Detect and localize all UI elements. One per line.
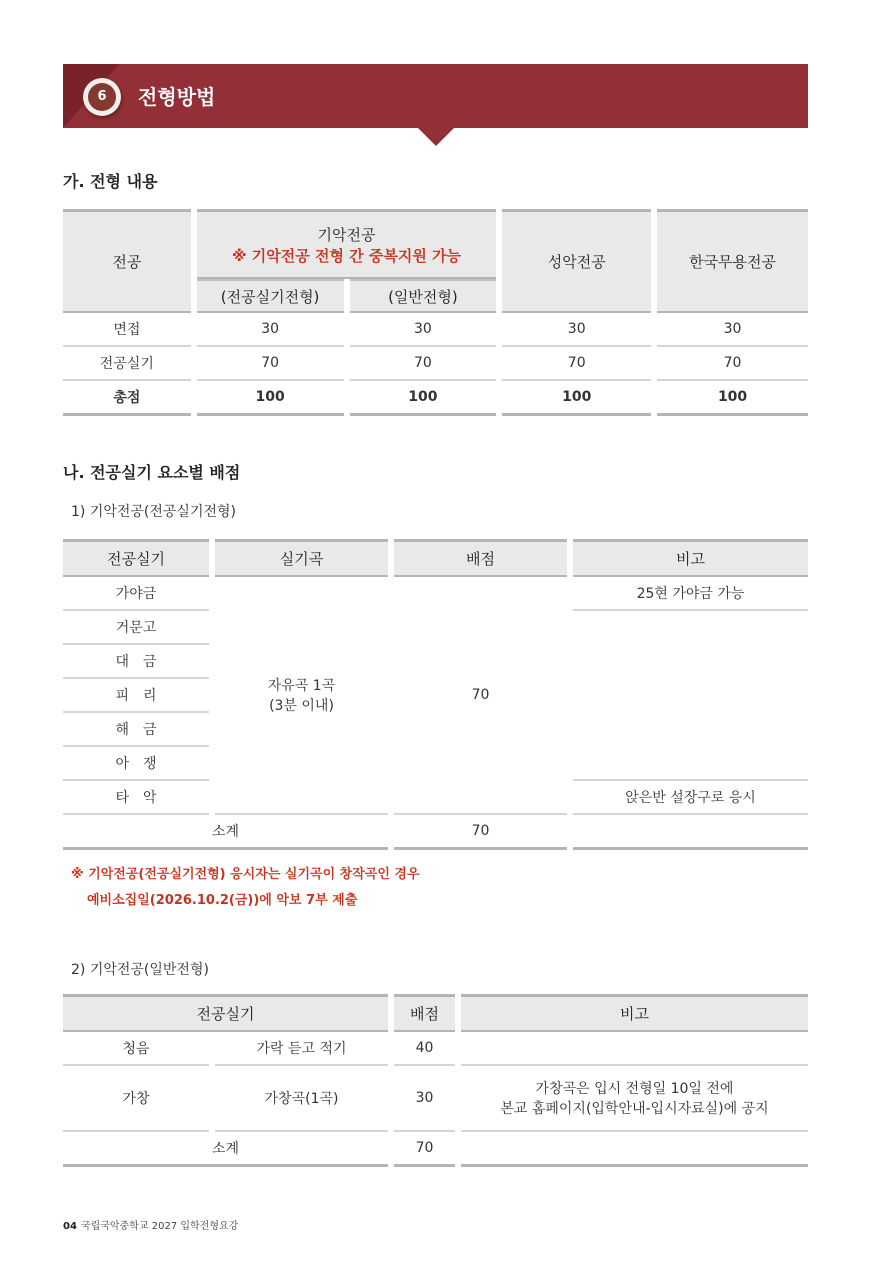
section-a-title: 가. 전형 내용 bbox=[63, 172, 158, 191]
score: 40 bbox=[394, 1032, 455, 1066]
col-korean-dance: 한국무용전공 bbox=[657, 209, 808, 313]
table-row bbox=[63, 577, 808, 611]
admission-method-table bbox=[57, 209, 814, 416]
col-practical: 전공실기 bbox=[63, 994, 388, 1032]
col-major: 전공 bbox=[63, 209, 191, 313]
sub-col-general: (일반전형) bbox=[350, 279, 497, 313]
col-score: 배점 bbox=[394, 994, 455, 1032]
item: 가창곡(1곡) bbox=[215, 1066, 388, 1132]
subtotal-row bbox=[63, 1132, 808, 1167]
cell-value: 30 bbox=[350, 313, 497, 347]
cell-value: 100 bbox=[502, 381, 651, 416]
remark-line-2: 본교 홈페이지(입학안내-입시자료실)에 공지 bbox=[500, 1101, 769, 1117]
banner-notch-icon bbox=[417, 127, 455, 146]
table-row bbox=[63, 313, 808, 347]
cell-value: 30 bbox=[197, 313, 344, 347]
subtotal-score: 70 bbox=[394, 815, 567, 850]
table-row bbox=[63, 347, 808, 381]
instrument: 가야금 bbox=[63, 577, 209, 611]
piece-line-2: (3분 이내) bbox=[269, 698, 334, 714]
table-row bbox=[63, 1032, 808, 1066]
instrument: 거문고 bbox=[63, 611, 209, 645]
remark-line-1: 가창곡은 입시 전형일 10일 전에 bbox=[535, 1081, 734, 1097]
section-title: 전형방법 bbox=[138, 85, 216, 109]
subtotal-label: 소계 bbox=[63, 815, 388, 850]
cell-value: 70 bbox=[657, 347, 808, 381]
remark-empty bbox=[573, 611, 808, 781]
section-number-badge bbox=[83, 78, 121, 116]
subsection-2-title: 2) 기악전공(일반전형) bbox=[71, 962, 209, 978]
col-practical: 전공실기 bbox=[63, 539, 209, 577]
remark-gayageum: 25현 가야금 가능 bbox=[573, 577, 808, 611]
practical-score-table-1 bbox=[57, 539, 814, 850]
item: 가락 듣고 적기 bbox=[215, 1032, 388, 1066]
section-b-title: 나. 전공실기 요소별 배점 bbox=[63, 463, 241, 482]
cell-value: 70 bbox=[502, 347, 651, 381]
section-number: 6 bbox=[88, 83, 116, 111]
col-remark: 비고 bbox=[461, 994, 808, 1032]
subtotal-score: 70 bbox=[394, 1132, 455, 1167]
composition-note bbox=[71, 862, 420, 914]
page-number: 04 bbox=[63, 1221, 77, 1232]
sub-col-practical: (전공실기전형) bbox=[197, 279, 344, 313]
practical-score-table-2 bbox=[57, 994, 814, 1167]
footer-text: 국립국악중학교 2027 입학전형요강 bbox=[80, 1221, 239, 1232]
instrument: 대 금 bbox=[63, 645, 209, 679]
cell-value: 100 bbox=[197, 381, 344, 416]
cell-value: 70 bbox=[197, 347, 344, 381]
col-score: 배점 bbox=[394, 539, 567, 577]
subtotal-remark bbox=[573, 815, 808, 850]
subsection-1-title: 1) 기악전공(전공실기전형) bbox=[71, 504, 236, 520]
category: 청음 bbox=[63, 1032, 209, 1066]
remark-taak: 앉은반 설장구로 응시 bbox=[573, 781, 808, 815]
instrument: 아 쟁 bbox=[63, 747, 209, 781]
instrument: 해 금 bbox=[63, 713, 209, 747]
col-instrumental bbox=[197, 209, 497, 279]
row-label: 총점 bbox=[63, 381, 191, 416]
subtotal-label: 소계 bbox=[63, 1132, 388, 1167]
piece-line-1: 자유곡 1곡 bbox=[267, 678, 336, 694]
table-row bbox=[63, 1066, 808, 1132]
duplicate-application-note: ※ 기악전공 전형 간 중복지원 가능 bbox=[231, 246, 462, 265]
row-label: 전공실기 bbox=[63, 347, 191, 381]
note-line-1: ※ 기악전공(전공실기전형) 응시자는 실기곡이 창작곡인 경우 bbox=[71, 867, 420, 882]
instrument: 피 리 bbox=[63, 679, 209, 713]
page-footer bbox=[63, 1217, 238, 1232]
score: 30 bbox=[394, 1066, 455, 1132]
remark bbox=[461, 1032, 808, 1066]
cell-value: 100 bbox=[350, 381, 497, 416]
subtotal-row bbox=[63, 815, 808, 850]
cell-value: 30 bbox=[502, 313, 651, 347]
cell-value: 100 bbox=[657, 381, 808, 416]
piece-cell bbox=[215, 577, 388, 815]
col-instrumental-label: 기악전공 bbox=[317, 225, 376, 244]
instrument: 타 악 bbox=[63, 781, 209, 815]
total-row bbox=[63, 381, 808, 416]
cell-value: 70 bbox=[350, 347, 497, 381]
score-cell: 70 bbox=[394, 577, 567, 815]
note-line-2: 예비소집일(2026.10.2(금))에 악보 7부 제출 bbox=[87, 893, 358, 908]
subtotal-remark bbox=[461, 1132, 808, 1167]
remark bbox=[461, 1066, 808, 1132]
category: 가창 bbox=[63, 1066, 209, 1132]
col-vocal: 성악전공 bbox=[502, 209, 651, 313]
cell-value: 30 bbox=[657, 313, 808, 347]
row-label: 면접 bbox=[63, 313, 191, 347]
col-piece: 실기곡 bbox=[215, 539, 388, 577]
col-remark: 비고 bbox=[573, 539, 808, 577]
